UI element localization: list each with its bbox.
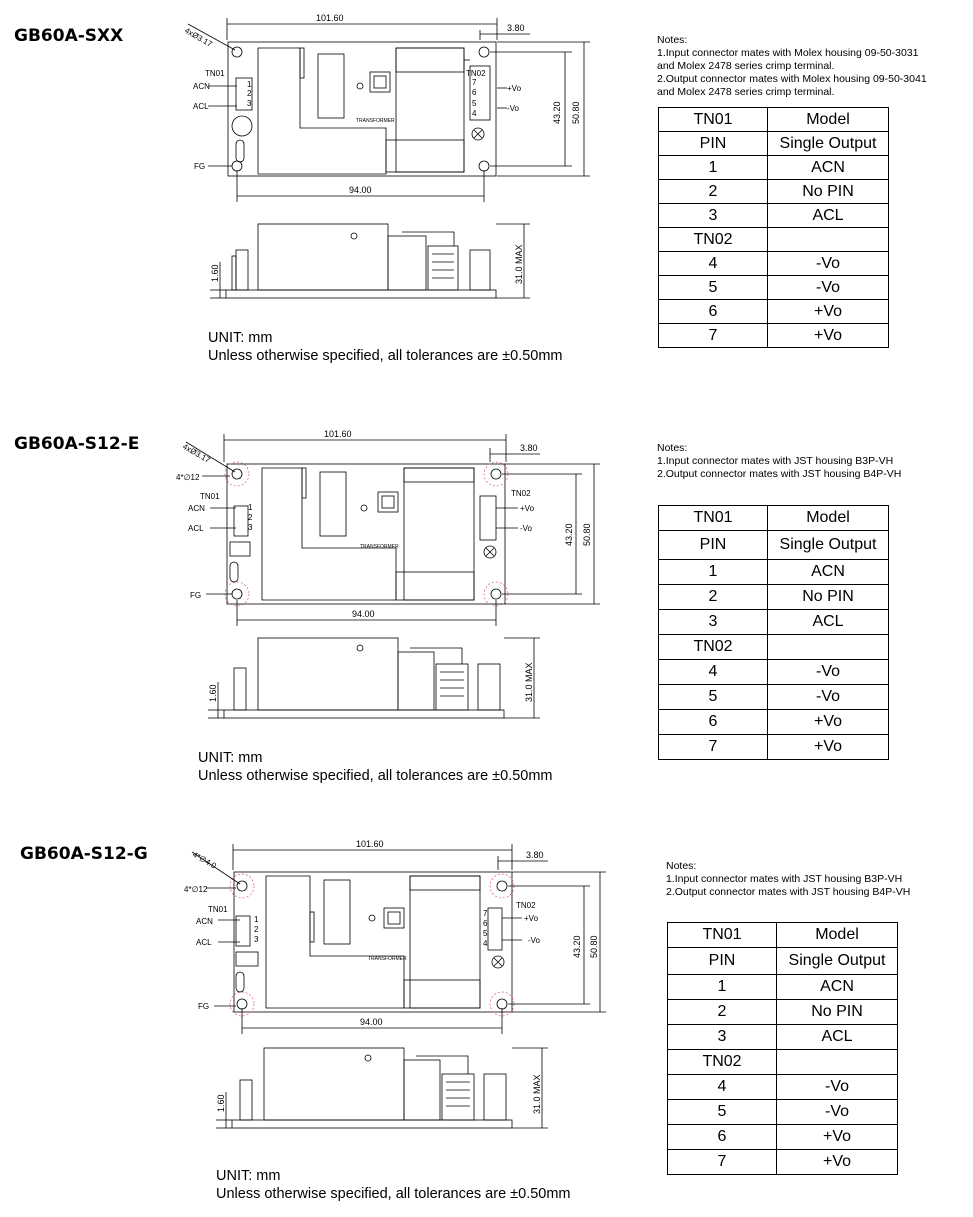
- tn02-label: TN02: [466, 69, 486, 78]
- table-cell: No PIN: [777, 1000, 898, 1025]
- pin-1: 1: [248, 503, 253, 512]
- vo-minus: -Vo: [528, 936, 541, 945]
- table-row: [659, 585, 889, 610]
- table-row: [668, 1125, 898, 1150]
- vo-minus: -Vo: [520, 524, 533, 533]
- pin-4: 4: [483, 939, 488, 948]
- pin-1: 1: [247, 80, 252, 89]
- acl-label: ACL: [196, 938, 212, 947]
- pin-3: 3: [248, 523, 253, 532]
- table-cell: 1: [668, 975, 777, 1000]
- fg-label: FG: [194, 162, 206, 171]
- table-row: [659, 560, 889, 585]
- table-row: [659, 156, 889, 180]
- table-row: [659, 635, 889, 660]
- table-row: [659, 506, 889, 531]
- pin-3: 3: [247, 99, 252, 108]
- table-cell: 2: [659, 585, 768, 610]
- dim-height-inner: 43.20: [564, 523, 574, 546]
- table-cell: +Vo: [768, 300, 889, 324]
- note-line: 1.Input connector mates with Molex housing 09-50-3031: [657, 47, 919, 59]
- tn02-label: TN02: [511, 489, 531, 498]
- table-row: [659, 324, 889, 348]
- table-row: [668, 975, 898, 1000]
- table-row: [668, 923, 898, 948]
- acn-label: ACN: [188, 504, 205, 513]
- table-cell: +Vo: [777, 1125, 898, 1150]
- note-line: 2.Output connector mates with Molex housing 09-50-3041: [657, 73, 927, 85]
- table-row: [659, 300, 889, 324]
- table-cell: 1: [659, 156, 768, 180]
- table-cell: -Vo: [768, 685, 889, 710]
- hole-label: 4xØ3.17: [181, 441, 212, 465]
- dim-max-height: 31.0 MAX: [524, 662, 534, 702]
- dim-board: 1.60: [210, 264, 220, 282]
- table-cell: -Vo: [768, 660, 889, 685]
- vo-minus: -Vo: [507, 104, 520, 113]
- table-row: [659, 685, 889, 710]
- table-row: [668, 1150, 898, 1175]
- table-cell: TN01: [659, 506, 768, 531]
- table-cell: PIN: [659, 132, 768, 156]
- dim-board: 1.60: [208, 684, 218, 702]
- dim-height-inner: 43.20: [552, 101, 562, 124]
- table-cell: [768, 228, 889, 252]
- pin-4: 4: [472, 109, 477, 118]
- table-row: [659, 660, 889, 685]
- table-cell: ACN: [768, 560, 889, 585]
- connector-notes: [657, 34, 927, 99]
- hole-label-2: 4*∅12: [184, 885, 208, 894]
- pin-6: 6: [472, 88, 477, 97]
- table-cell: 6: [659, 300, 768, 324]
- vo-plus: +Vo: [524, 914, 539, 923]
- hole-label: 4xØ3.17: [183, 25, 214, 49]
- table-cell: 4: [659, 660, 768, 685]
- note-line: 1.Input connector mates with JST housing B3P-VH: [657, 455, 894, 467]
- model-title: GB60A-S12-G: [20, 844, 148, 864]
- pin-1: 1: [254, 915, 259, 924]
- note-line: Notes:: [657, 34, 688, 46]
- tolerance-line: Unless otherwise specified, all tolerances are ±0.50mm: [198, 768, 553, 784]
- table-cell: 4: [659, 252, 768, 276]
- table-cell: 1: [659, 560, 768, 585]
- dim-length: 101.60: [324, 429, 352, 439]
- hole-label-2: 4*∅12: [176, 473, 200, 482]
- unit-line: UNIT: mm: [216, 1168, 281, 1184]
- table-cell: 7: [668, 1150, 777, 1175]
- pin-6: 6: [483, 919, 488, 928]
- table-cell: [768, 635, 889, 660]
- table-cell: PIN: [659, 531, 768, 560]
- table-cell: 3: [659, 204, 768, 228]
- table-row: [659, 531, 889, 560]
- unit-line: UNIT: mm: [208, 330, 273, 346]
- dim-offset: 3.80: [526, 850, 544, 860]
- acl-label: ACL: [188, 524, 204, 533]
- dim-board: 1.60: [216, 1094, 226, 1112]
- unit-note: [216, 1167, 571, 1203]
- note-line: 2.Output connector mates with JST housing B4P-VH: [657, 468, 902, 480]
- pin-table: [658, 107, 889, 348]
- note-line: and Molex 2478 series crimp terminal.: [657, 86, 835, 98]
- table-cell: 3: [659, 610, 768, 635]
- dim-hole-span: 94.00: [352, 609, 375, 619]
- table-cell: ACN: [777, 975, 898, 1000]
- dim-hole-span: 94.00: [360, 1017, 383, 1027]
- table-cell: -Vo: [768, 252, 889, 276]
- table-cell: 3: [668, 1025, 777, 1050]
- model-title: GB60A-S12-E: [14, 434, 140, 454]
- table-cell: Model: [768, 506, 889, 531]
- table-cell: 6: [659, 710, 768, 735]
- tolerance-line: Unless otherwise specified, all tolerances are ±0.50mm: [208, 348, 563, 364]
- connector-notes: [657, 442, 901, 481]
- connector-notes: [666, 860, 910, 899]
- table-cell: Single Output: [777, 948, 898, 975]
- table-cell: +Vo: [768, 710, 889, 735]
- table-cell: +Vo: [768, 324, 889, 348]
- pin-3: 3: [254, 935, 259, 944]
- pin-7: 7: [483, 909, 488, 918]
- note-line: Notes:: [657, 442, 688, 454]
- table-row: [668, 1100, 898, 1125]
- note-line: and Molex 2478 series crimp terminal.: [657, 60, 835, 72]
- table-cell: 5: [659, 685, 768, 710]
- dim-length: 101.60: [316, 13, 344, 23]
- note-line: Notes:: [666, 860, 697, 872]
- table-row: [659, 252, 889, 276]
- dim-height-inner: 43.20: [572, 935, 582, 958]
- section-gb60a-s12-g: [0, 828, 973, 1217]
- table-cell: TN01: [659, 108, 768, 132]
- table-row: [668, 948, 898, 975]
- dim-max-height: 31.0 MAX: [532, 1074, 542, 1114]
- dim-hole-span: 94.00: [349, 185, 372, 195]
- table-row: [659, 180, 889, 204]
- table-row: [668, 1000, 898, 1025]
- tn02-label: TN02: [516, 901, 536, 910]
- table-cell: +Vo: [768, 735, 889, 760]
- tolerance-line: Unless otherwise specified, all tolerances are ±0.50mm: [216, 1186, 571, 1202]
- table-row: [668, 1050, 898, 1075]
- table-row: [659, 610, 889, 635]
- table-cell: 6: [668, 1125, 777, 1150]
- table-row: [668, 1075, 898, 1100]
- table-row: [659, 132, 889, 156]
- table-cell: -Vo: [777, 1100, 898, 1125]
- acl-label: ACL: [193, 102, 209, 111]
- table-row: [668, 1025, 898, 1050]
- fg-label: FG: [190, 591, 202, 600]
- pin-table: [667, 922, 898, 1175]
- fg-label: FG: [198, 1002, 210, 1011]
- dim-height-outer: 50.80: [589, 935, 599, 958]
- table-cell: PIN: [668, 948, 777, 975]
- pin-2: 2: [247, 89, 252, 98]
- mechanical-drawing: [0, 828, 650, 1217]
- acn-label: ACN: [193, 82, 210, 91]
- table-cell: ACL: [768, 610, 889, 635]
- vo-plus: +Vo: [507, 84, 522, 93]
- table-row: [659, 204, 889, 228]
- table-cell: Model: [768, 108, 889, 132]
- pin-table: [658, 505, 889, 760]
- table-cell: -Vo: [777, 1075, 898, 1100]
- tn01-label: TN01: [208, 905, 228, 914]
- table-row: [659, 228, 889, 252]
- table-cell: -Vo: [768, 276, 889, 300]
- unit-note: [198, 749, 553, 785]
- table-cell: [777, 1050, 898, 1075]
- dim-length: 101.60: [356, 839, 384, 849]
- dim-offset: 3.80: [507, 23, 525, 33]
- pin-5: 5: [483, 929, 488, 938]
- model-title: GB60A-SXX: [14, 26, 124, 46]
- transformer-label: TRANSFORMER: [368, 956, 407, 962]
- pin-7: 7: [472, 78, 477, 87]
- acn-label: ACN: [196, 917, 213, 926]
- table-cell: 5: [668, 1100, 777, 1125]
- table-cell: No PIN: [768, 585, 889, 610]
- table-cell: 7: [659, 735, 768, 760]
- pin-2: 2: [248, 513, 253, 522]
- table-cell: TN02: [668, 1050, 777, 1075]
- transformer-label: TRANSFORMER: [356, 118, 395, 124]
- dim-max-height: 31.0 MAX: [514, 244, 524, 284]
- tn01-label: TN01: [200, 492, 220, 501]
- pin-2: 2: [254, 925, 259, 934]
- tn01-label: TN01: [205, 69, 225, 78]
- table-row: [659, 276, 889, 300]
- table-cell: 5: [659, 276, 768, 300]
- table-cell: Model: [777, 923, 898, 948]
- dim-height-outer: 50.80: [582, 523, 592, 546]
- section-gb60a-s12-e: [0, 410, 973, 810]
- vo-plus: +Vo: [520, 504, 535, 513]
- table-cell: No PIN: [768, 180, 889, 204]
- unit-note: [208, 329, 563, 365]
- note-line: 1.Input connector mates with JST housing B3P-VH: [666, 873, 903, 885]
- unit-line: UNIT: mm: [198, 750, 263, 766]
- transformer-label: TRANSFORMER: [360, 544, 399, 550]
- note-line: 2.Output connector mates with JST housing B4P-VH: [666, 886, 911, 898]
- pin-5: 5: [472, 99, 477, 108]
- dim-offset: 3.80: [520, 443, 538, 453]
- table-cell: ACL: [777, 1025, 898, 1050]
- table-cell: TN01: [668, 923, 777, 948]
- table-cell: 7: [659, 324, 768, 348]
- table-cell: 4: [668, 1075, 777, 1100]
- hole-label: 4*∅4.0: [191, 849, 218, 871]
- section-gb60a-sxx: [0, 0, 973, 390]
- table-cell: 2: [659, 180, 768, 204]
- table-cell: TN02: [659, 228, 768, 252]
- table-cell: TN02: [659, 635, 768, 660]
- table-cell: +Vo: [777, 1150, 898, 1175]
- table-row: [659, 735, 889, 760]
- table-row: [659, 108, 889, 132]
- table-cell: Single Output: [768, 531, 889, 560]
- table-cell: ACN: [768, 156, 889, 180]
- table-cell: Single Output: [768, 132, 889, 156]
- table-cell: 2: [668, 1000, 777, 1025]
- table-cell: ACL: [768, 204, 889, 228]
- dim-height-outer: 50.80: [571, 101, 581, 124]
- table-row: [659, 710, 889, 735]
